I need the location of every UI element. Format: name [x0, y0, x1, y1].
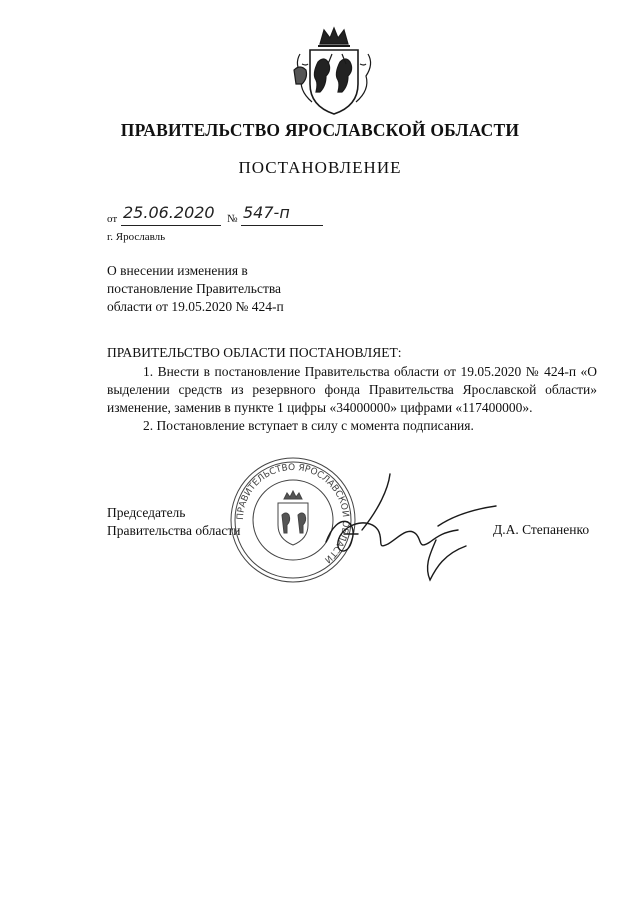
signatory-name: Д.А. Степаненко: [493, 522, 590, 537]
subject-line: области от 19.05.2020 № 424-п: [107, 299, 284, 314]
decree-heading: ПРАВИТЕЛЬСТВО ОБЛАСТИ ПОСТАНОВЛЯЕТ:: [107, 345, 402, 360]
coat-of-arms-icon: [288, 24, 380, 118]
government-title: ПРАВИТЕЛЬСТВО ЯРОСЛАВСКОЙ ОБЛАСТИ: [120, 120, 520, 140]
position-line: Председатель: [107, 505, 186, 520]
city: г. Ярославль: [107, 231, 166, 243]
handwritten-date: 25.06.2020: [123, 203, 215, 222]
position-line: Правительства области: [107, 523, 241, 538]
seal-text: ПРАВИТЕЛЬСТВО ЯРОСЛАВСКОЙ ОБЛАСТИ: [235, 462, 351, 565]
number-prefix: №: [227, 213, 238, 225]
handwritten-number: 547-п: [243, 203, 290, 222]
paragraph-item-2: 2. Постановление вступает в силу с момента подписания.: [143, 418, 474, 433]
document-type: ПОСТАНОВЛЕНИЕ: [238, 158, 402, 177]
subject-line: О внесении изменения в: [107, 263, 248, 278]
number-underline: [241, 225, 323, 226]
date-prefix: от: [107, 213, 118, 225]
subject-block: [107, 262, 327, 316]
subject-line: постановление Правительства: [107, 281, 282, 296]
signatory-position: [107, 504, 240, 540]
paragraph-item-1: 1. Внести в постановление Правительства области от 19.05.2020 № 424-п «О выделении средств из резервного фонда Правительства Ярославской области» изменение, заменив в пункте 1 цифры «34000000» цифрами «117400000».: [107, 364, 597, 415]
handwritten-signature: [318, 470, 498, 590]
date-underline: [121, 225, 221, 226]
body-text: [107, 363, 597, 435]
